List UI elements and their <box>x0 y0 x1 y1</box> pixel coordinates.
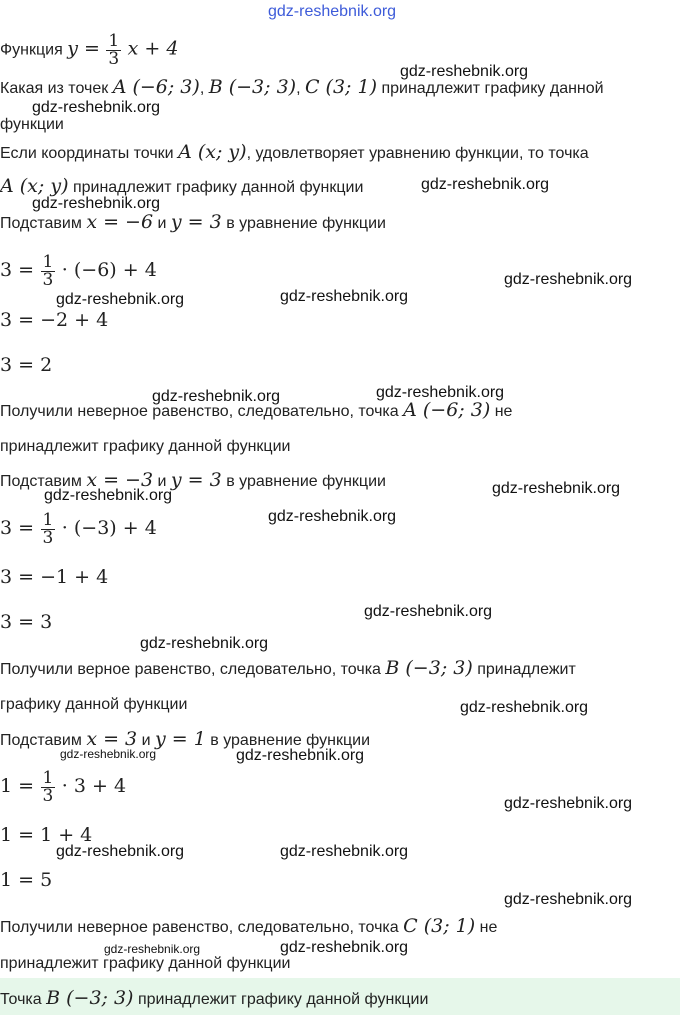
sub-x: x = 3 <box>86 728 138 750</box>
fraction <box>106 33 121 68</box>
conc-not: не <box>479 919 498 936</box>
watermark: gdz-reshebnik.org <box>280 843 409 860</box>
eq-rhs: · (−6) + 4 <box>61 259 157 281</box>
watermark: gdz-reshebnik.org <box>44 487 173 504</box>
watermark: gdz-reshebnik.org <box>421 176 550 193</box>
watermark: gdz-reshebnik.org <box>492 480 621 497</box>
equation-2-3: 3 = 3 <box>0 611 53 633</box>
frac-den: 3 <box>42 528 54 549</box>
rule-point: A (x; y) <box>178 141 247 163</box>
watermark-top: gdz-reshebnik.org <box>268 3 397 20</box>
eq-rhs: · 3 + 4 <box>61 775 127 797</box>
conclusion-2 <box>0 658 576 680</box>
sub-tail: в уравнение функции <box>226 473 386 490</box>
fraction-denominator: 3 <box>108 49 120 69</box>
frac-den: 3 <box>42 786 54 807</box>
sub-x: x = −6 <box>86 211 154 233</box>
sub-tail: в уравнение функции <box>226 215 386 232</box>
frac-num: 1 <box>42 252 54 273</box>
watermark: gdz-reshebnik.org <box>364 603 493 620</box>
watermark: gdz-reshebnik.org <box>104 942 201 956</box>
equation-1-1 <box>0 250 157 292</box>
eq-rhs: · (−3) + 4 <box>61 517 157 539</box>
conclusion-3-b: принадлежит графику данной функции <box>0 955 291 972</box>
equation-3-1 <box>0 766 126 808</box>
watermark: gdz-reshebnik.org <box>280 939 409 956</box>
answer-box <box>0 978 680 1015</box>
function-line <box>0 33 178 68</box>
and-word: и <box>157 215 167 232</box>
watermark: gdz-reshebnik.org <box>152 388 281 405</box>
sub-y: y = 3 <box>170 211 222 233</box>
conc-text: Получили верное равенство, следовательно, точка <box>0 661 381 678</box>
conc-point: C (3; 1) <box>403 915 476 937</box>
watermark: gdz-reshebnik.org <box>56 843 185 860</box>
watermark: gdz-reshebnik.org <box>376 384 505 401</box>
conc-not: не <box>494 403 513 420</box>
question-line: Какая из точек A (−6; 3), B (−3; 3), C (3; 1) принадлежит графику данной <box>0 76 604 98</box>
conc-point: B (−3; 3) <box>385 657 473 679</box>
equation-2-2: 3 = −1 + 4 <box>0 566 109 588</box>
watermark: gdz-reshebnik.org <box>60 747 157 761</box>
watermark: gdz-reshebnik.org <box>460 699 589 716</box>
rule-text: Если координаты точки <box>0 145 174 162</box>
watermark: gdz-reshebnik.org <box>280 288 409 305</box>
sub-label: Подставим <box>0 732 82 749</box>
answer-suffix: принадлежит графику данной функции <box>137 991 429 1008</box>
watermark: gdz-reshebnik.org <box>56 291 185 308</box>
frac-den: 3 <box>42 270 54 291</box>
sub-x: x = −3 <box>86 469 154 491</box>
rule-point-2: A (x; y) <box>0 175 69 197</box>
equation-1-3: 3 = 2 <box>0 354 53 376</box>
function-rhs: x + 4 <box>127 37 179 60</box>
conc-belongs: принадлежит <box>477 661 576 678</box>
watermark: gdz-reshebnik.org <box>32 99 161 116</box>
eq-lhs: 1 = <box>0 775 35 797</box>
point-b: B (−3; 3) <box>208 76 297 98</box>
watermark: gdz-reshebnik.org <box>504 795 633 812</box>
conclusion-2-b: графику данной функции <box>0 696 188 713</box>
conclusion-3 <box>0 916 497 938</box>
watermark: gdz-reshebnik.org <box>32 195 161 212</box>
watermark: gdz-reshebnik.org <box>400 63 529 80</box>
substitution-1 <box>0 212 386 234</box>
conclusion-1-b: принадлежит графику данной функции <box>0 438 291 455</box>
conc-point: A (−6; 3) <box>403 399 491 421</box>
rule-text-3: принадлежит графику данной функции <box>72 179 364 196</box>
equation-3-2: 1 = 1 + 4 <box>0 824 93 846</box>
watermark: gdz-reshebnik.org <box>140 635 269 652</box>
question-line-2: функции <box>0 116 64 133</box>
sub-y: y = 3 <box>170 469 222 491</box>
sub-y: y = 1 <box>154 728 206 750</box>
question-text: Какая из точек <box>0 80 109 97</box>
point-c: C (3; 1) <box>304 76 377 98</box>
function-lhs: y = <box>67 37 100 60</box>
point-a: A (−6; 3) <box>112 76 200 98</box>
equation-1-2: 3 = −2 + 4 <box>0 309 109 331</box>
watermark: gdz-reshebnik.org <box>504 271 633 288</box>
sub-tail: в уравнение функции <box>210 732 371 749</box>
and-word: и <box>157 473 167 490</box>
eq-lhs: 3 = <box>0 259 35 281</box>
eq-lhs: 3 = <box>0 517 35 539</box>
equation-3-3: 1 = 5 <box>0 869 53 891</box>
question-text-2: принадлежит графику данной <box>381 80 604 97</box>
conc-text: Получили неверное равенство, следовательно, точка <box>0 919 399 936</box>
frac-num: 1 <box>42 768 54 789</box>
conc-text: Получили неверное равенство, следовательно, точка <box>0 403 399 420</box>
answer-text <box>0 987 428 1009</box>
fraction-numerator: 1 <box>108 31 120 51</box>
sub-label: Подставим <box>0 215 82 232</box>
answer-prefix: Точка <box>0 991 42 1008</box>
frac-num: 1 <box>42 510 54 531</box>
watermark: gdz-reshebnik.org <box>268 508 397 525</box>
function-prefix: Функция <box>0 41 63 59</box>
watermark: gdz-reshebnik.org <box>504 891 633 908</box>
sub-label: Подставим <box>0 473 82 490</box>
rule-text-2: , удовлетворяет уравнению функции, то точка <box>246 145 589 162</box>
answer-point: B (−3; 3) <box>46 987 134 1009</box>
watermark: gdz-reshebnik.org <box>236 747 365 764</box>
equation-2-1 <box>0 508 157 550</box>
rule-line <box>0 142 589 164</box>
and-word: и <box>141 732 151 749</box>
